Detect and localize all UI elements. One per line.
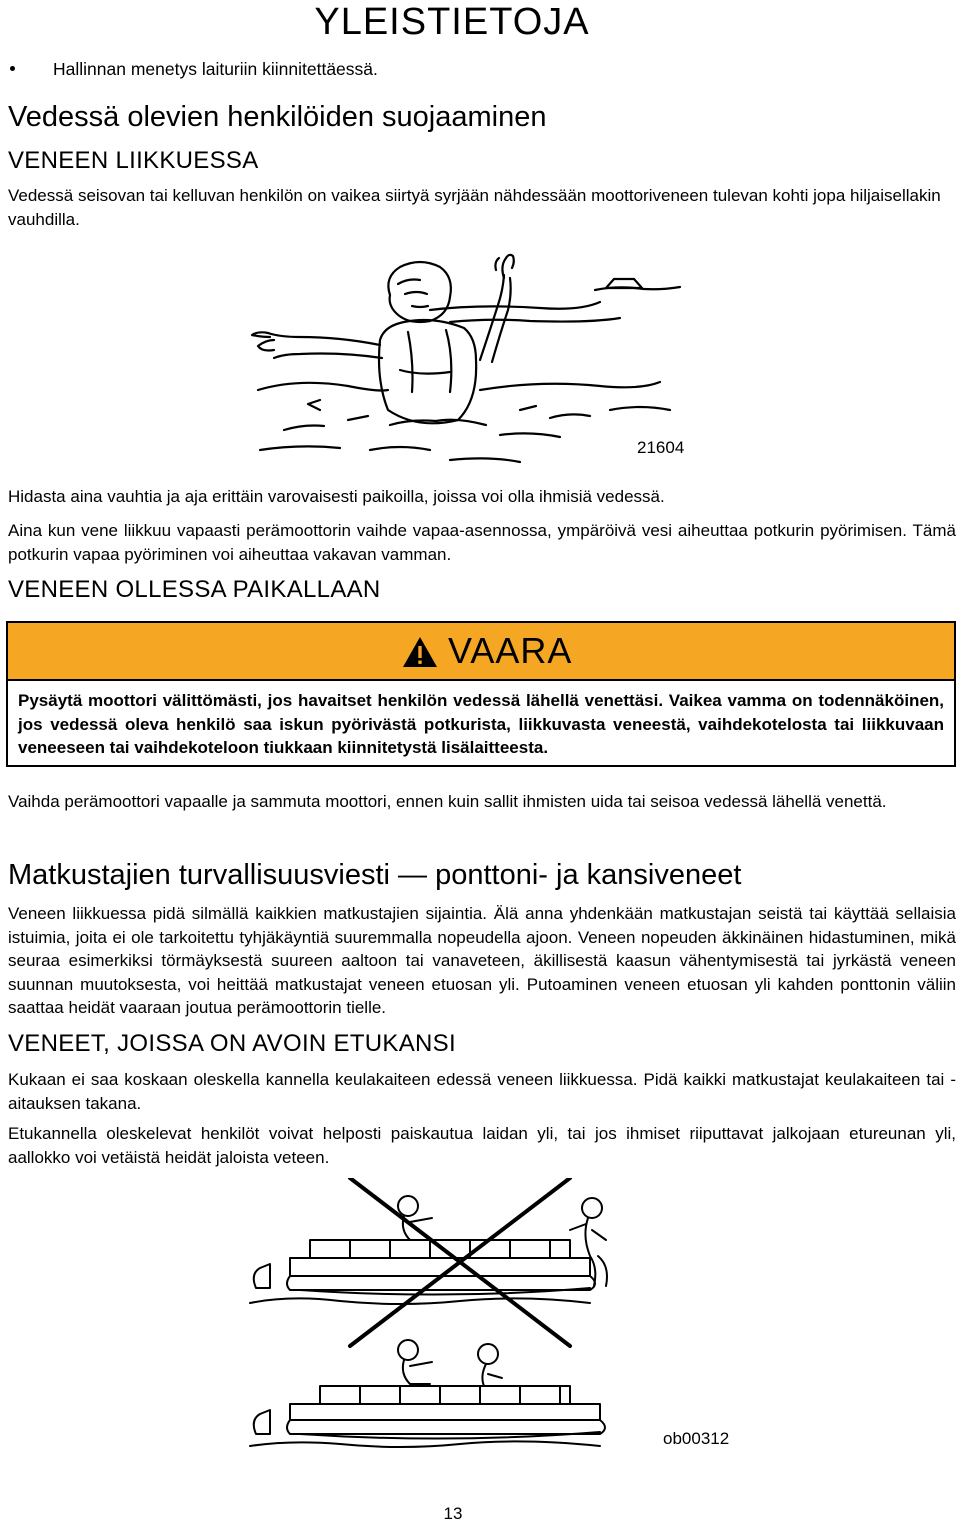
pontoon-boat-bottom	[250, 1340, 605, 1447]
section-subtitle-open-deck: VENEET, JOISSA ON AVOIN ETUKANSI	[8, 1030, 456, 1057]
section-title-protection: Vedessä olevien henkilöiden suojaaminen	[8, 101, 547, 133]
paragraph-open-deck-1: Kukaan ei saa koskaan oleskella kannella keulakaiteen edessä veneen liikkuessa. Pidä kaikki matkustajat keulakaiteen tai -aitauksen takana.	[8, 1070, 956, 1113]
pontoon-illustration	[240, 1178, 640, 1453]
figure-label-21604: 21604	[637, 438, 685, 457]
paragraph-slow-down: Hidasta aina vauhtia ja aja erittäin varovaisesti paikoilla, joissa voi olla ihmisiä vedessä.	[8, 487, 665, 506]
section-subtitle-moving: VENEEN LIIKKUESSA	[8, 147, 259, 174]
bullet-text: Hallinnan menetys laituriin kiinnitettäessä.	[53, 59, 378, 79]
page-header: YLEISTIETOJA	[314, 1, 590, 43]
paragraph-open-deck-2: Etukannella oleskelevat henkilöt voivat helposti paiskautua laidan yli, tai jos ihmiset riiputtavat jalkojaan etureunan yli, aallokko voi vetäistä heidät jaloista veteen.	[8, 1124, 956, 1167]
section-title-passenger-safety: Matkustajien turvallisuusviesti — ponttoni- ja kansiveneet	[8, 859, 742, 891]
page-number: 13	[443, 1504, 463, 1523]
danger-title: VAARA	[448, 630, 573, 671]
danger-text: Pysäytä moottori välittömästi, jos havaitset henkilön vedessä lähellä venettäsi. Vaikea vamma on todennäköinen, jos vedessä oleva henkilö saa iskun pyörivästä potkurista, liikkuvasta veneestä, vaihdekotelosta tai liikkuvaan veneeseen tai vaihdekoteloon tiukkaan kiinnitetystä lisälaitteesta.	[18, 691, 944, 757]
paragraph-passenger-safety: Veneen liikkuessa pidä silmällä kaikkien matkustajien sijaintia. Älä anna yhdenkään matkustajan seistä tai käyttää sellaisia istuimia, joita ei ole tarkoitettu tyhjäkäyntiä suuremmalla nopeudella ajoon. Veneen nopeuden äkkinäinen hidastuminen, mikä seuraa esimerkiksi törmäyksestä suureen aaltoon tai vanaveteen, äkillisestä kaasun vähentymisestä tai jyrkästä veneen suunnan muutoksesta, voi heittää matkustajat veneen etuosan yli. Putoaminen veneen etuosan yli kahden ponttonin väliin saattaa heidät vaaraan joutua perämoottorin tielle.	[8, 904, 956, 1017]
cross-out-mark	[350, 1178, 570, 1346]
paragraph-propeller: Aina kun vene liikkuu vapaasti perämoottorin vaihde vapaa-asennossa, ympäröivä vesi aiheuttaa potkurin pyörimisen. Tämä potkurin vapaa pyöriminen voi aiheuttaa vakavan vamman.	[8, 521, 956, 564]
swimmer-illustration	[250, 250, 720, 465]
paragraph-neutral: Vaihda perämoottori vapaalle ja sammuta moottori, ennen kuin sallit ihmisten uida tai seisoa vedessä lähellä venettä.	[8, 792, 887, 811]
warning-triangle-icon	[402, 636, 438, 668]
section-subtitle-stationary: VENEEN OLLESSA PAIKALLAAN	[8, 576, 381, 603]
paragraph-intro: Vedessä seisovan tai kelluvan henkilön on vaikea siirtyä syrjään nähdessään moottoriveneen tulevan kohti jopa hiljaisellakin vauhdilla.	[8, 186, 941, 229]
figure-label-ob00312: ob00312	[663, 1429, 730, 1448]
danger-box	[6, 621, 956, 767]
bullet-item	[10, 58, 378, 80]
bullet-icon	[10, 66, 15, 71]
danger-header	[8, 623, 954, 681]
